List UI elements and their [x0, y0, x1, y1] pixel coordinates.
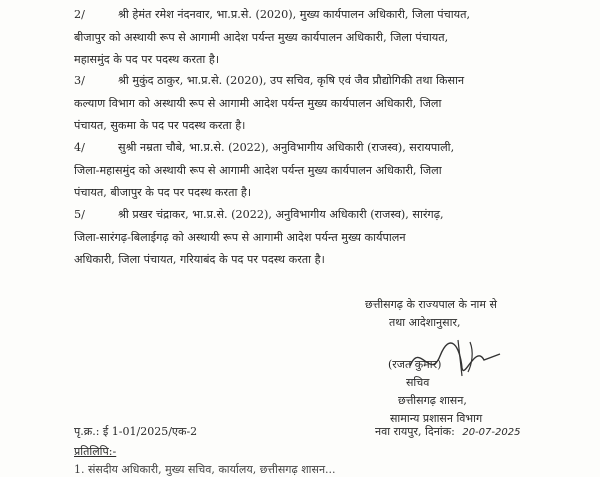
paragraph-line: पंचायत, बीजापुर के पद पर पदस्थ करता है। — [74, 186, 252, 199]
reference-number: पृ.क्र.: ई 1-01/2025/एक-2 — [74, 425, 198, 438]
signatory-name: (रजत कुमार) — [388, 358, 442, 371]
paragraph-line: श्री हेमंत रमेश नंदनवार, भा.प्र.से. (2020), मुख्य कार्यपालन अधिकारी, जिला पंचायत, — [118, 8, 471, 21]
paragraph-2 — [74, 4, 574, 72]
paragraph-4 — [74, 137, 574, 205]
paragraph-5 — [74, 204, 574, 272]
closing-line: तथा आदेशानुसार, — [389, 316, 461, 329]
closing-line: छत्तीसगढ़ के राज्यपाल के नाम से — [365, 298, 497, 311]
paragraph-number: 4/ — [74, 141, 85, 154]
signatory-block — [388, 356, 482, 428]
paragraph-line: सुश्री नम्रता चौबे, भा.प्र.से. (2022), अनुविभागीय अधिकारी (राजस्व), सरायपाली, — [118, 141, 455, 154]
paragraph-line: महासमुंद के पद पर पदस्थ करता है। — [74, 53, 220, 66]
copy-label: प्रतिलिपि:- — [74, 445, 117, 458]
paragraph-line: श्री प्रखर चंद्राकर, भा.प्र.से. (2022), अनुविभागीय अधिकारी (राजस्व), सारंगढ़, — [118, 208, 444, 221]
paragraph-line: बीजापुर को अस्थायी रूप से आगामी आदेश पर्यन्त मुख्य कार्यपालन अधिकारी, जिला पंचायत, — [74, 30, 449, 44]
place-date-label: नवा रायपुर, दिनांक: — [375, 425, 455, 438]
paragraph-line: जिला-सारंगढ़-बिलाईगढ़ को अस्थायी रूप से आगामी आदेश पर्यन्त मुख्य कार्यपालन — [74, 230, 406, 244]
paragraph-line: कल्याण विभाग को अस्थायी रूप से आगामी आदेश पर्यन्त मुख्य कार्यपालन अधिकारी, जिला — [74, 96, 442, 110]
paragraph-line: अधिकारी, जिला पंचायत, गरियाबंद के पद पर पदस्थ करता है। — [74, 253, 325, 266]
signatory-dept: सामान्य प्रशासन विभाग — [390, 412, 483, 425]
signatory-govt: छत्तीसगढ़ शासन, — [398, 394, 467, 407]
paragraph-line: पंचायत, सुकमा के पद पर पदस्थ करता है। — [74, 119, 246, 132]
handwritten-date: 20-07-2025 — [462, 427, 521, 438]
signatory-designation: सचिव — [406, 376, 430, 389]
paragraph-number: 5/ — [74, 208, 85, 221]
paragraph-number: 3/ — [74, 74, 85, 87]
paragraph-line: जिला-महासमुंद को अस्थायी रूप से आगामी आदेश पर्यन्त मुख्य कार्यपालन अधिकारी, जिला — [74, 163, 442, 177]
paragraph-number: 2/ — [74, 8, 85, 21]
paragraph-3 — [74, 70, 574, 138]
place-date — [375, 424, 520, 439]
paragraph-line: श्री मुकुंद ठाकुर, भा.प्र.से. (2020), उप सचिव, कृषि एवं जैव प्रौद्योगिकी तथा किसान — [118, 74, 465, 87]
copy-list-first-line: 1. संसदीय अधिकारी, मुख्य सचिव, कार्यालय, छत्तीसगढ़ शासन... — [74, 463, 336, 476]
closing-block — [365, 296, 497, 332]
